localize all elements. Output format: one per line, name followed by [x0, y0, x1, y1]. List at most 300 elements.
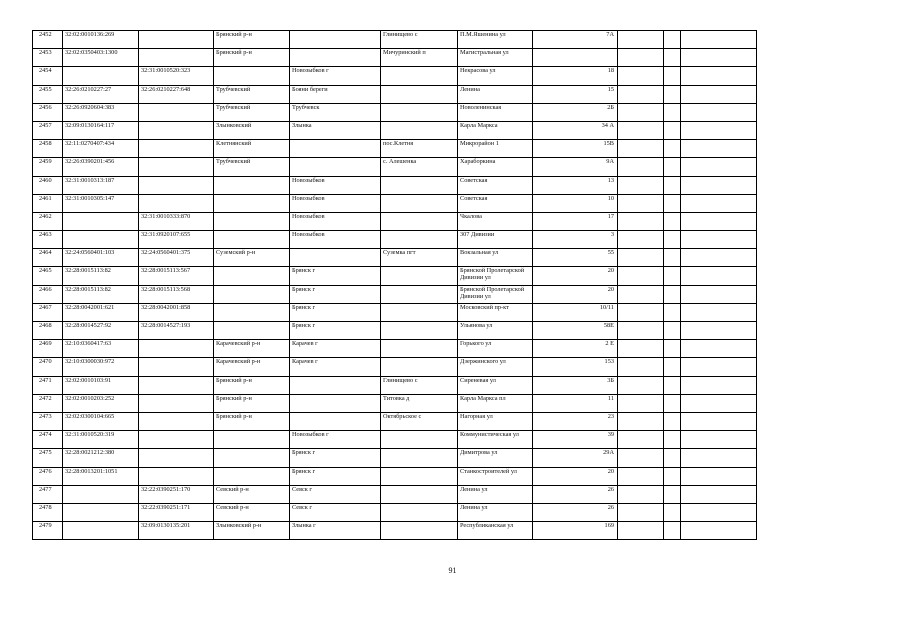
empty-cell [664, 340, 681, 358]
settlement [381, 285, 458, 303]
empty-cell [664, 412, 681, 430]
cadastral-number-1: 32:02:0010136:269 [63, 31, 139, 49]
cadastral-number-2: 32:22:0390251:170 [139, 485, 214, 503]
house-number: 3Б [533, 376, 618, 394]
cadastral-number-2 [139, 176, 214, 194]
row-number: 2466 [33, 285, 63, 303]
settlement [381, 358, 458, 376]
empty-cell [664, 467, 681, 485]
city [290, 412, 381, 430]
empty-cell [618, 376, 664, 394]
house-number: 26 [533, 503, 618, 521]
cadastral-number-2: 32:24:0560401:375 [139, 249, 214, 267]
empty-cell [618, 340, 664, 358]
table-row [33, 412, 757, 430]
cadastral-number-2 [139, 394, 214, 412]
house-number: 29А [533, 449, 618, 467]
district [214, 176, 290, 194]
settlement [381, 212, 458, 230]
cadastral-number-2 [139, 449, 214, 467]
street: Брянской Пролетарской Дивизии ул [458, 285, 533, 303]
house-number: 3 [533, 231, 618, 249]
house-number: 153 [533, 358, 618, 376]
empty-cell [664, 212, 681, 230]
district: Брянский р-н [214, 49, 290, 67]
cadastral-number-2 [139, 358, 214, 376]
cadastral-number-1: 32:09:0130164:117 [63, 121, 139, 139]
settlement [381, 467, 458, 485]
settlement [381, 340, 458, 358]
city [290, 49, 381, 67]
house-number: 7А [533, 31, 618, 49]
table-row [33, 249, 757, 267]
house-number: 15В [533, 140, 618, 158]
empty-cell [681, 449, 757, 467]
district: Брянский р-н [214, 31, 290, 49]
empty-cell [681, 121, 757, 139]
district: Брянский р-н [214, 376, 290, 394]
empty-cell [618, 412, 664, 430]
row-number: 2460 [33, 176, 63, 194]
empty-cell [664, 322, 681, 340]
street: Московский пр-кт [458, 303, 533, 321]
row-number: 2461 [33, 194, 63, 212]
cadastral-number-1: 32:28:0021212:380 [63, 449, 139, 467]
row-number: 2472 [33, 394, 63, 412]
row-number: 2470 [33, 358, 63, 376]
district: Злынковский [214, 121, 290, 139]
settlement [381, 522, 458, 540]
empty-cell [681, 140, 757, 158]
house-number: 13 [533, 176, 618, 194]
cadastral-number-1: 32:11:0270407:434 [63, 140, 139, 158]
house-number: 39 [533, 431, 618, 449]
district: Карачевский р-н [214, 340, 290, 358]
settlement: Глинищево с [381, 376, 458, 394]
city: Злынка г [290, 522, 381, 540]
page-number: 91 [448, 566, 457, 575]
empty-cell [681, 85, 757, 103]
row-number: 2474 [33, 431, 63, 449]
cadastral-number-2 [139, 376, 214, 394]
street: Советская [458, 194, 533, 212]
district [214, 449, 290, 467]
table-row [33, 194, 757, 212]
empty-cell [618, 394, 664, 412]
row-number: 2475 [33, 449, 63, 467]
empty-cell [618, 31, 664, 49]
settlement [381, 103, 458, 121]
street: Дзержинского ул [458, 358, 533, 376]
city: Севск г [290, 503, 381, 521]
table-row [33, 158, 757, 176]
cadastral-number-2 [139, 140, 214, 158]
house-number: 20 [533, 467, 618, 485]
cadastral-number-2 [139, 340, 214, 358]
cadastral-number-1: 32:02:0350403:1300 [63, 49, 139, 67]
row-number: 2478 [33, 503, 63, 521]
cadastral-number-1 [63, 67, 139, 85]
cadastral-number-1: 32:31:0010520:319 [63, 431, 139, 449]
settlement: с. Алешенка [381, 158, 458, 176]
table-row [33, 449, 757, 467]
settlement [381, 303, 458, 321]
cadastral-number-1: 32:28:0015113:82 [63, 285, 139, 303]
empty-cell [618, 522, 664, 540]
city [290, 31, 381, 49]
table-row [33, 376, 757, 394]
street: Вокзальная ул [458, 249, 533, 267]
table-body [33, 31, 757, 540]
street: Микрорайон 1 [458, 140, 533, 158]
empty-cell [664, 231, 681, 249]
empty-cell [664, 485, 681, 503]
street: Карла Маркса пл [458, 394, 533, 412]
city: Севск г [290, 485, 381, 503]
empty-cell [664, 249, 681, 267]
city: Брянск г [290, 322, 381, 340]
city [290, 140, 381, 158]
empty-cell [681, 394, 757, 412]
empty-cell [681, 267, 757, 285]
settlement: Титовка д [381, 394, 458, 412]
city: Карачев г [290, 340, 381, 358]
city: Брянск г [290, 267, 381, 285]
empty-cell [618, 431, 664, 449]
city: Брянск г [290, 467, 381, 485]
cadastral-number-1 [63, 231, 139, 249]
empty-cell [618, 485, 664, 503]
city: Брянск г [290, 303, 381, 321]
cadastral-number-1: 32:28:0015113:82 [63, 267, 139, 285]
empty-cell [618, 49, 664, 67]
settlement [381, 194, 458, 212]
cadastral-number-2: 32:31:0010333:870 [139, 212, 214, 230]
district: Севский р-н [214, 485, 290, 503]
table-row [33, 503, 757, 521]
row-number: 2452 [33, 31, 63, 49]
empty-cell [664, 103, 681, 121]
street: Ульянова ул [458, 322, 533, 340]
cadastral-number-2 [139, 194, 214, 212]
empty-cell [681, 340, 757, 358]
street: Карла Маркса [458, 121, 533, 139]
empty-cell [681, 322, 757, 340]
property-table [32, 30, 757, 540]
document-table-wrapper [32, 30, 757, 540]
empty-cell [681, 431, 757, 449]
district: Севский р-н [214, 503, 290, 521]
house-number: 26 [533, 485, 618, 503]
row-number: 2459 [33, 158, 63, 176]
city: Брянск г [290, 285, 381, 303]
house-number: 34 А [533, 121, 618, 139]
city: Новозыбков [290, 212, 381, 230]
cadastral-number-1: 32:10:0360417:63 [63, 340, 139, 358]
settlement [381, 431, 458, 449]
row-number: 2458 [33, 140, 63, 158]
empty-cell [681, 49, 757, 67]
empty-cell [618, 140, 664, 158]
street: Ленина ул [458, 485, 533, 503]
row-number: 2471 [33, 376, 63, 394]
empty-cell [618, 449, 664, 467]
empty-cell [664, 267, 681, 285]
table-row [33, 121, 757, 139]
empty-cell [664, 449, 681, 467]
settlement [381, 231, 458, 249]
table-row [33, 303, 757, 321]
cadastral-number-2: 32:09:0130135:201 [139, 522, 214, 540]
cadastral-number-2 [139, 467, 214, 485]
empty-cell [618, 467, 664, 485]
settlement [381, 322, 458, 340]
settlement [381, 121, 458, 139]
empty-cell [681, 412, 757, 430]
row-number: 2457 [33, 121, 63, 139]
district: Трубчевский [214, 103, 290, 121]
row-number: 2462 [33, 212, 63, 230]
empty-cell [664, 303, 681, 321]
city: Злынка [290, 121, 381, 139]
district: Брянский р-н [214, 412, 290, 430]
row-number: 2469 [33, 340, 63, 358]
district [214, 194, 290, 212]
district [214, 212, 290, 230]
house-number: 2 Е [533, 340, 618, 358]
cadastral-number-1: 32:31:0010305:147 [63, 194, 139, 212]
city: Брянск г [290, 449, 381, 467]
table-row [33, 522, 757, 540]
settlement: Суземка пгт [381, 249, 458, 267]
table-row [33, 67, 757, 85]
table-row [33, 285, 757, 303]
empty-cell [681, 467, 757, 485]
district [214, 267, 290, 285]
table-row [33, 176, 757, 194]
settlement [381, 176, 458, 194]
empty-cell [664, 522, 681, 540]
empty-cell [618, 322, 664, 340]
table-row [33, 231, 757, 249]
cadastral-number-2 [139, 31, 214, 49]
table-row [33, 431, 757, 449]
street: 307 Дивизии [458, 231, 533, 249]
empty-cell [681, 503, 757, 521]
district: Трубчевский [214, 158, 290, 176]
district [214, 303, 290, 321]
cadastral-number-1 [63, 503, 139, 521]
district: Брянский р-н [214, 394, 290, 412]
table-row [33, 394, 757, 412]
empty-cell [664, 358, 681, 376]
street: Димитрова ул [458, 449, 533, 467]
empty-cell [664, 503, 681, 521]
settlement [381, 267, 458, 285]
settlement: Глинищево с [381, 31, 458, 49]
empty-cell [618, 103, 664, 121]
district [214, 467, 290, 485]
street: Советская [458, 176, 533, 194]
cadastral-number-1: 32:02:0010103:91 [63, 376, 139, 394]
city: Карачев г [290, 358, 381, 376]
cadastral-number-1: 32:26:0920604:383 [63, 103, 139, 121]
table-row [33, 140, 757, 158]
empty-cell [664, 285, 681, 303]
empty-cell [681, 31, 757, 49]
table-row [33, 322, 757, 340]
city: Трубчевск [290, 103, 381, 121]
row-number: 2473 [33, 412, 63, 430]
empty-cell [618, 231, 664, 249]
row-number: 2465 [33, 267, 63, 285]
row-number: 2464 [33, 249, 63, 267]
house-number: 2Б [533, 103, 618, 121]
empty-cell [664, 121, 681, 139]
empty-cell [664, 49, 681, 67]
empty-cell [681, 231, 757, 249]
house-number: 58Е [533, 322, 618, 340]
empty-cell [618, 249, 664, 267]
city [290, 249, 381, 267]
house-number: 23 [533, 412, 618, 430]
empty-cell [681, 522, 757, 540]
empty-cell [618, 212, 664, 230]
street: Станкостроителей ул [458, 467, 533, 485]
table-row [33, 103, 757, 121]
empty-cell [618, 503, 664, 521]
city: Новозыбков [290, 194, 381, 212]
house-number: 18 [533, 67, 618, 85]
house-number: 17 [533, 212, 618, 230]
empty-cell [681, 67, 757, 85]
empty-cell [681, 285, 757, 303]
city [290, 158, 381, 176]
row-number: 2476 [33, 467, 63, 485]
district [214, 322, 290, 340]
cadastral-number-1: 32:26:0210227:27 [63, 85, 139, 103]
table-row [33, 212, 757, 230]
empty-cell [681, 358, 757, 376]
empty-cell [681, 249, 757, 267]
district: Клетнянский [214, 140, 290, 158]
empty-cell [664, 176, 681, 194]
street: Сиреневая ул [458, 376, 533, 394]
table-row [33, 340, 757, 358]
empty-cell [664, 31, 681, 49]
cadastral-number-1: 32:28:0013201:1051 [63, 467, 139, 485]
settlement: Октябрьское с [381, 412, 458, 430]
cadastral-number-2: 32:31:0920107:655 [139, 231, 214, 249]
house-number: 15 [533, 85, 618, 103]
street: П.М.Яшенина ул [458, 31, 533, 49]
street: Ленина ул [458, 503, 533, 521]
district [214, 285, 290, 303]
empty-cell [618, 285, 664, 303]
district: Злынковский р-н [214, 522, 290, 540]
house-number: 169 [533, 522, 618, 540]
street: Некрасова ул [458, 67, 533, 85]
city: Новозыбков г [290, 67, 381, 85]
settlement [381, 503, 458, 521]
city [290, 376, 381, 394]
city: Новозыбков г [290, 431, 381, 449]
table-row [33, 267, 757, 285]
settlement [381, 85, 458, 103]
district [214, 67, 290, 85]
table-row [33, 49, 757, 67]
table-row [33, 31, 757, 49]
cadastral-number-2: 32:28:0042001:858 [139, 303, 214, 321]
district: Карачевский р-н [214, 358, 290, 376]
row-number: 2455 [33, 85, 63, 103]
settlement: пос.Клетня [381, 140, 458, 158]
street: Коммунистическая ул [458, 431, 533, 449]
district: Трубчевский [214, 85, 290, 103]
house-number: 20 [533, 285, 618, 303]
settlement: Мичуринский п [381, 49, 458, 67]
cadastral-number-2 [139, 431, 214, 449]
empty-cell [618, 158, 664, 176]
city: Новозыбков [290, 231, 381, 249]
house-number: 20 [533, 267, 618, 285]
settlement [381, 449, 458, 467]
city: Бояни береги [290, 85, 381, 103]
table-row [33, 85, 757, 103]
empty-cell [618, 67, 664, 85]
street: Магистральная ул [458, 49, 533, 67]
cadastral-number-2: 32:22:0390251:171 [139, 503, 214, 521]
empty-cell [664, 194, 681, 212]
empty-cell [681, 103, 757, 121]
cadastral-number-2 [139, 49, 214, 67]
district [214, 231, 290, 249]
row-number: 2468 [33, 322, 63, 340]
house-number: 10 [533, 194, 618, 212]
street: Республиканская ул [458, 522, 533, 540]
row-number: 2453 [33, 49, 63, 67]
row-number: 2463 [33, 231, 63, 249]
row-number: 2477 [33, 485, 63, 503]
street: Ленина [458, 85, 533, 103]
district: Суземский р-н [214, 249, 290, 267]
empty-cell [618, 85, 664, 103]
cadastral-number-1: 32:28:0042001:621 [63, 303, 139, 321]
street: Новоленинская [458, 103, 533, 121]
cadastral-number-2: 32:28:0014527:193 [139, 322, 214, 340]
empty-cell [618, 303, 664, 321]
cadastral-number-1 [63, 522, 139, 540]
empty-cell [664, 140, 681, 158]
cadastral-number-1: 32:10:0300030:972 [63, 358, 139, 376]
empty-cell [618, 176, 664, 194]
empty-cell [664, 376, 681, 394]
cadastral-number-2 [139, 158, 214, 176]
empty-cell [681, 376, 757, 394]
empty-cell [618, 358, 664, 376]
street: Брянской Пролетарской Дивизии ул [458, 267, 533, 285]
cadastral-number-2 [139, 121, 214, 139]
row-number: 2479 [33, 522, 63, 540]
city: Новозыбков [290, 176, 381, 194]
district [214, 431, 290, 449]
cadastral-number-1 [63, 485, 139, 503]
cadastral-number-1: 32:02:0300104:665 [63, 412, 139, 430]
table-row [33, 485, 757, 503]
empty-cell [681, 194, 757, 212]
house-number: 10/11 [533, 303, 618, 321]
row-number: 2456 [33, 103, 63, 121]
